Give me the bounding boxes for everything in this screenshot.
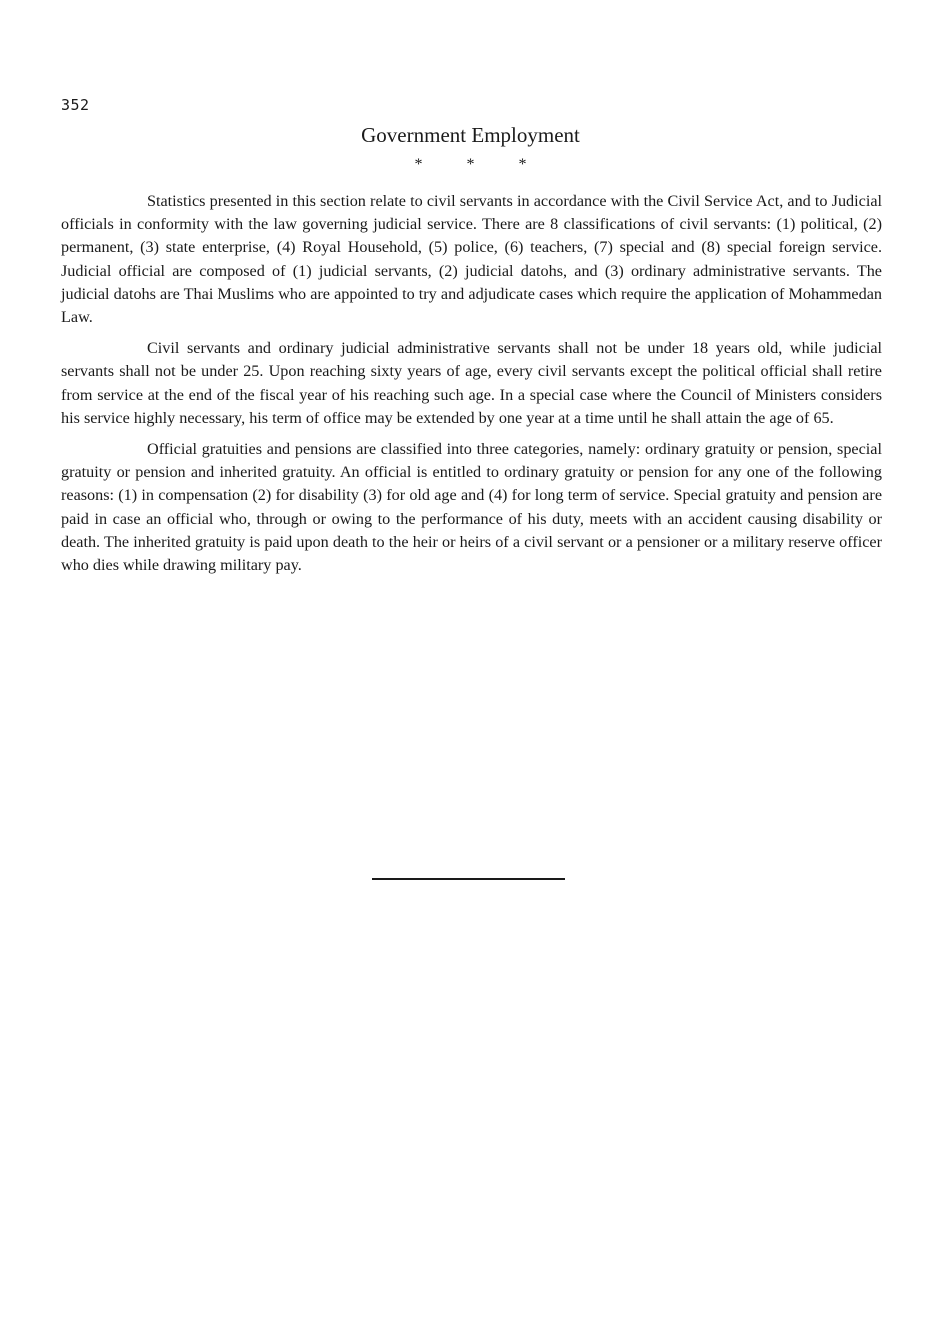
- paragraph-age-retirement: Civil servants and ordinary judicial administrative servants shall not be under 18 years old, while judicial servants shall not be under 25. Upon reaching sixty years of age, every civil servants except the political official shall retire from service at the end of the fiscal year of his reaching such age. In a special case where the Council of Ministers considers his service highly necessary, his term of office may be extended by one year at a time until he shall attain the age of 65.: [61, 339, 882, 427]
- paragraph-classifications: Statistics presented in this section relate to civil servants in accordance with the Civil Service Act, and to Judicial officials in conformity with the law governing judicial service. There are 8 classifications of civil servants: (1) political, (2) permanent, (3) state enterprise, (4) Royal Household, (5) police, (6) teachers, (7) special and (8) special foreign service. Judicial official are composed of (1) judicial servants, (2) judicial datohs, and (3) ordinary administrative servants. The judicial datohs are Thai Muslims who are appointed to try and adjudicate cases which require the application of Mohammedan Law.: [61, 192, 882, 327]
- body-text: [61, 190, 882, 585]
- end-rule: [372, 878, 565, 880]
- paragraph-gratuities-pensions: Official gratuities and pensions are classified into three categories, namely: ordinary gratuity or pension, special gratuity or pension and inherited gratuity. An official is entitled to ordinary gratuity or pension for any one of the following reasons: (1) in compensation (2) for disability (3) for old age and (4) for long term of service. Special gratuity and pension are paid in case an official who, through or owing to the performance of his duty, meets with an accident causing disability or death. The inherited gratuity is paid upon death to the heir or heirs of a civil servant or a pensioner or a military reserve officer who dies while drawing military pay.: [61, 440, 882, 575]
- page-title: Government Employment: [361, 123, 580, 147]
- page-number: 352: [61, 96, 90, 114]
- section-separator: * * *: [414, 156, 547, 173]
